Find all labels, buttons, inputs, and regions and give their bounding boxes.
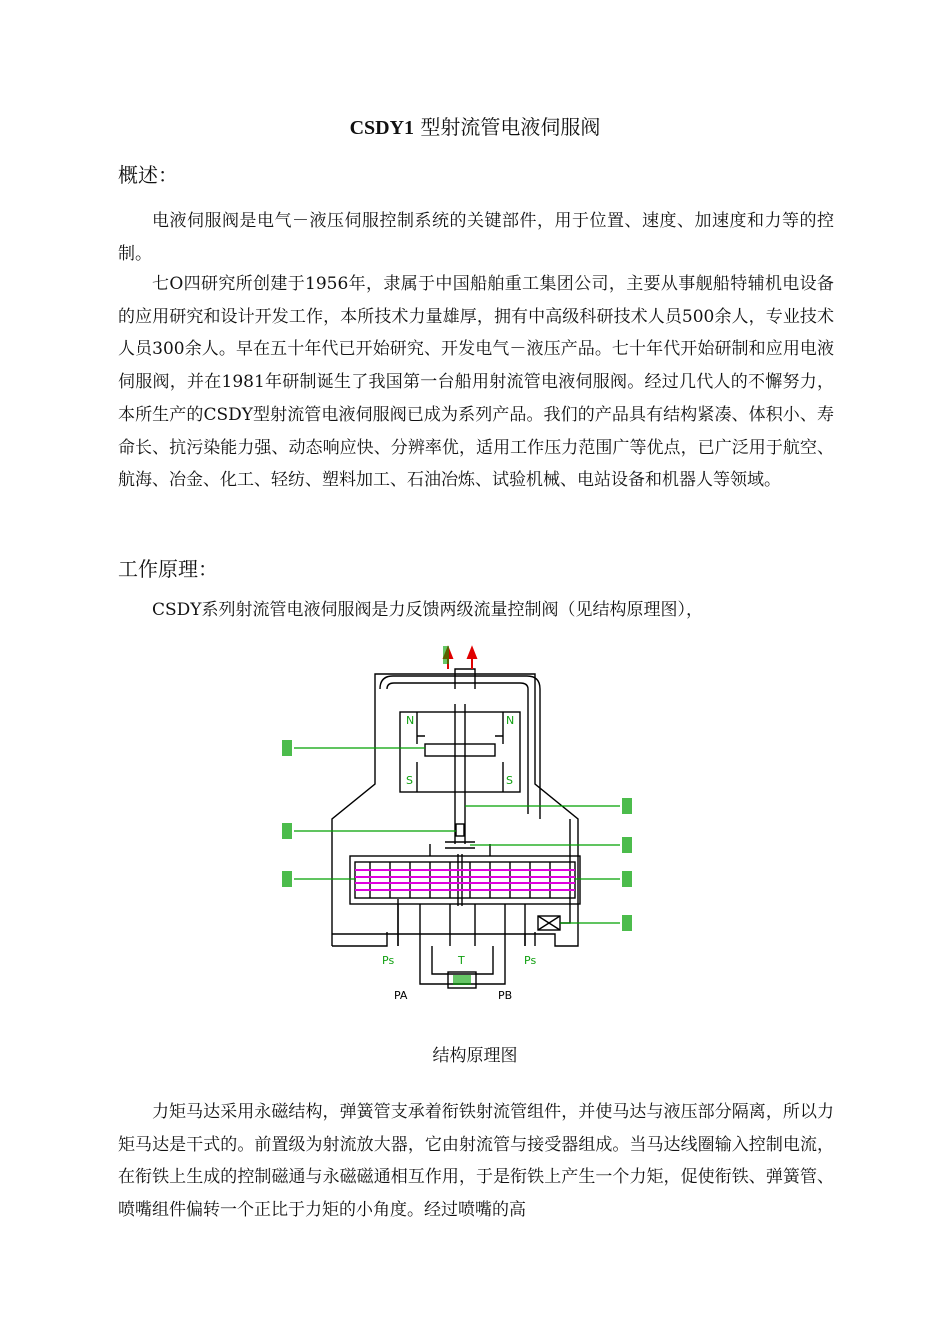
overview-paragraph-2: 七O四研究所创建于1956年，隶属于中国船舶重工集团公司，主要从事舰船特辅机电设备的应用研究和设计开发工作，本所技术力量雄厚，拥有中高级科研技术人员500余人，专业技术人员300余人。早在五十年代已开始研究、开发电气－液压产品。七十年代开始研制和应用电液伺服阀，并在1981年研制诞生了我国第一台船用射流管电液伺服阀。经过几代人的不懈努力，本所生产的CSDY型射流管电液伺服阀已成为系列产品。我们的产品具有结构紧凑、体积小、寿命长、抗污染能力强、动态响应快、分辨率优，适用工作压力范围广等优点，已广泛用于航空、航海、冶金、化工、轻纺、塑料加工、石油冶炼、试验机械、电站设备和机器人等领域。 [118, 274, 834, 491]
port-label-pa: PA [394, 989, 408, 1002]
overview-heading: 概述： [118, 163, 178, 187]
pole-label-s-left: S [406, 774, 413, 787]
principle-paragraph-1: CSDY系列射流管电液伺服阀是力反馈两级流量控制阀（见结构原理图）， [152, 600, 704, 620]
pole-label-s-right: S [506, 774, 513, 787]
principle-paragraph-2: 力矩马达采用永磁结构，弹簧管支承着衔铁射流管组件，并使马达与液压部分隔离，所以力矩马达是干式的。前置级为射流放大器，它由射流管与接受器组成。当马达线圈输入控制电流，在衔铁上生成的控制磁通与永磁磁通相互作用，于是衔铁上产生一个力矩，促使衔铁、弹簧管、喷嘴组件偏转一个正比于力矩的小角度。经过喷嘴的高 [118, 1102, 834, 1221]
overview-paragraph-1: 电液伺服阀是电气－液压伺服控制系统的关键部件，用于位置、速度、加速度和力等的控制。 [118, 211, 834, 264]
diagram-caption: 结构原理图 [432, 1046, 518, 1066]
document-title [0, 112, 950, 143]
title-bold: CSDY1 [349, 117, 415, 139]
pole-label-n-right: N [506, 714, 515, 727]
pole-label-n-left: N [406, 714, 415, 727]
principle-heading: 工作原理： [118, 557, 218, 581]
title-rest: 型射流管电液伺服阀 [414, 115, 601, 139]
structure-diagram [280, 644, 660, 1016]
port-label-t: T [458, 954, 465, 967]
port-label-pb: PB [498, 989, 513, 1002]
port-label-ps-left: Ps [382, 954, 395, 967]
port-label-ps-right: Ps [524, 954, 537, 967]
